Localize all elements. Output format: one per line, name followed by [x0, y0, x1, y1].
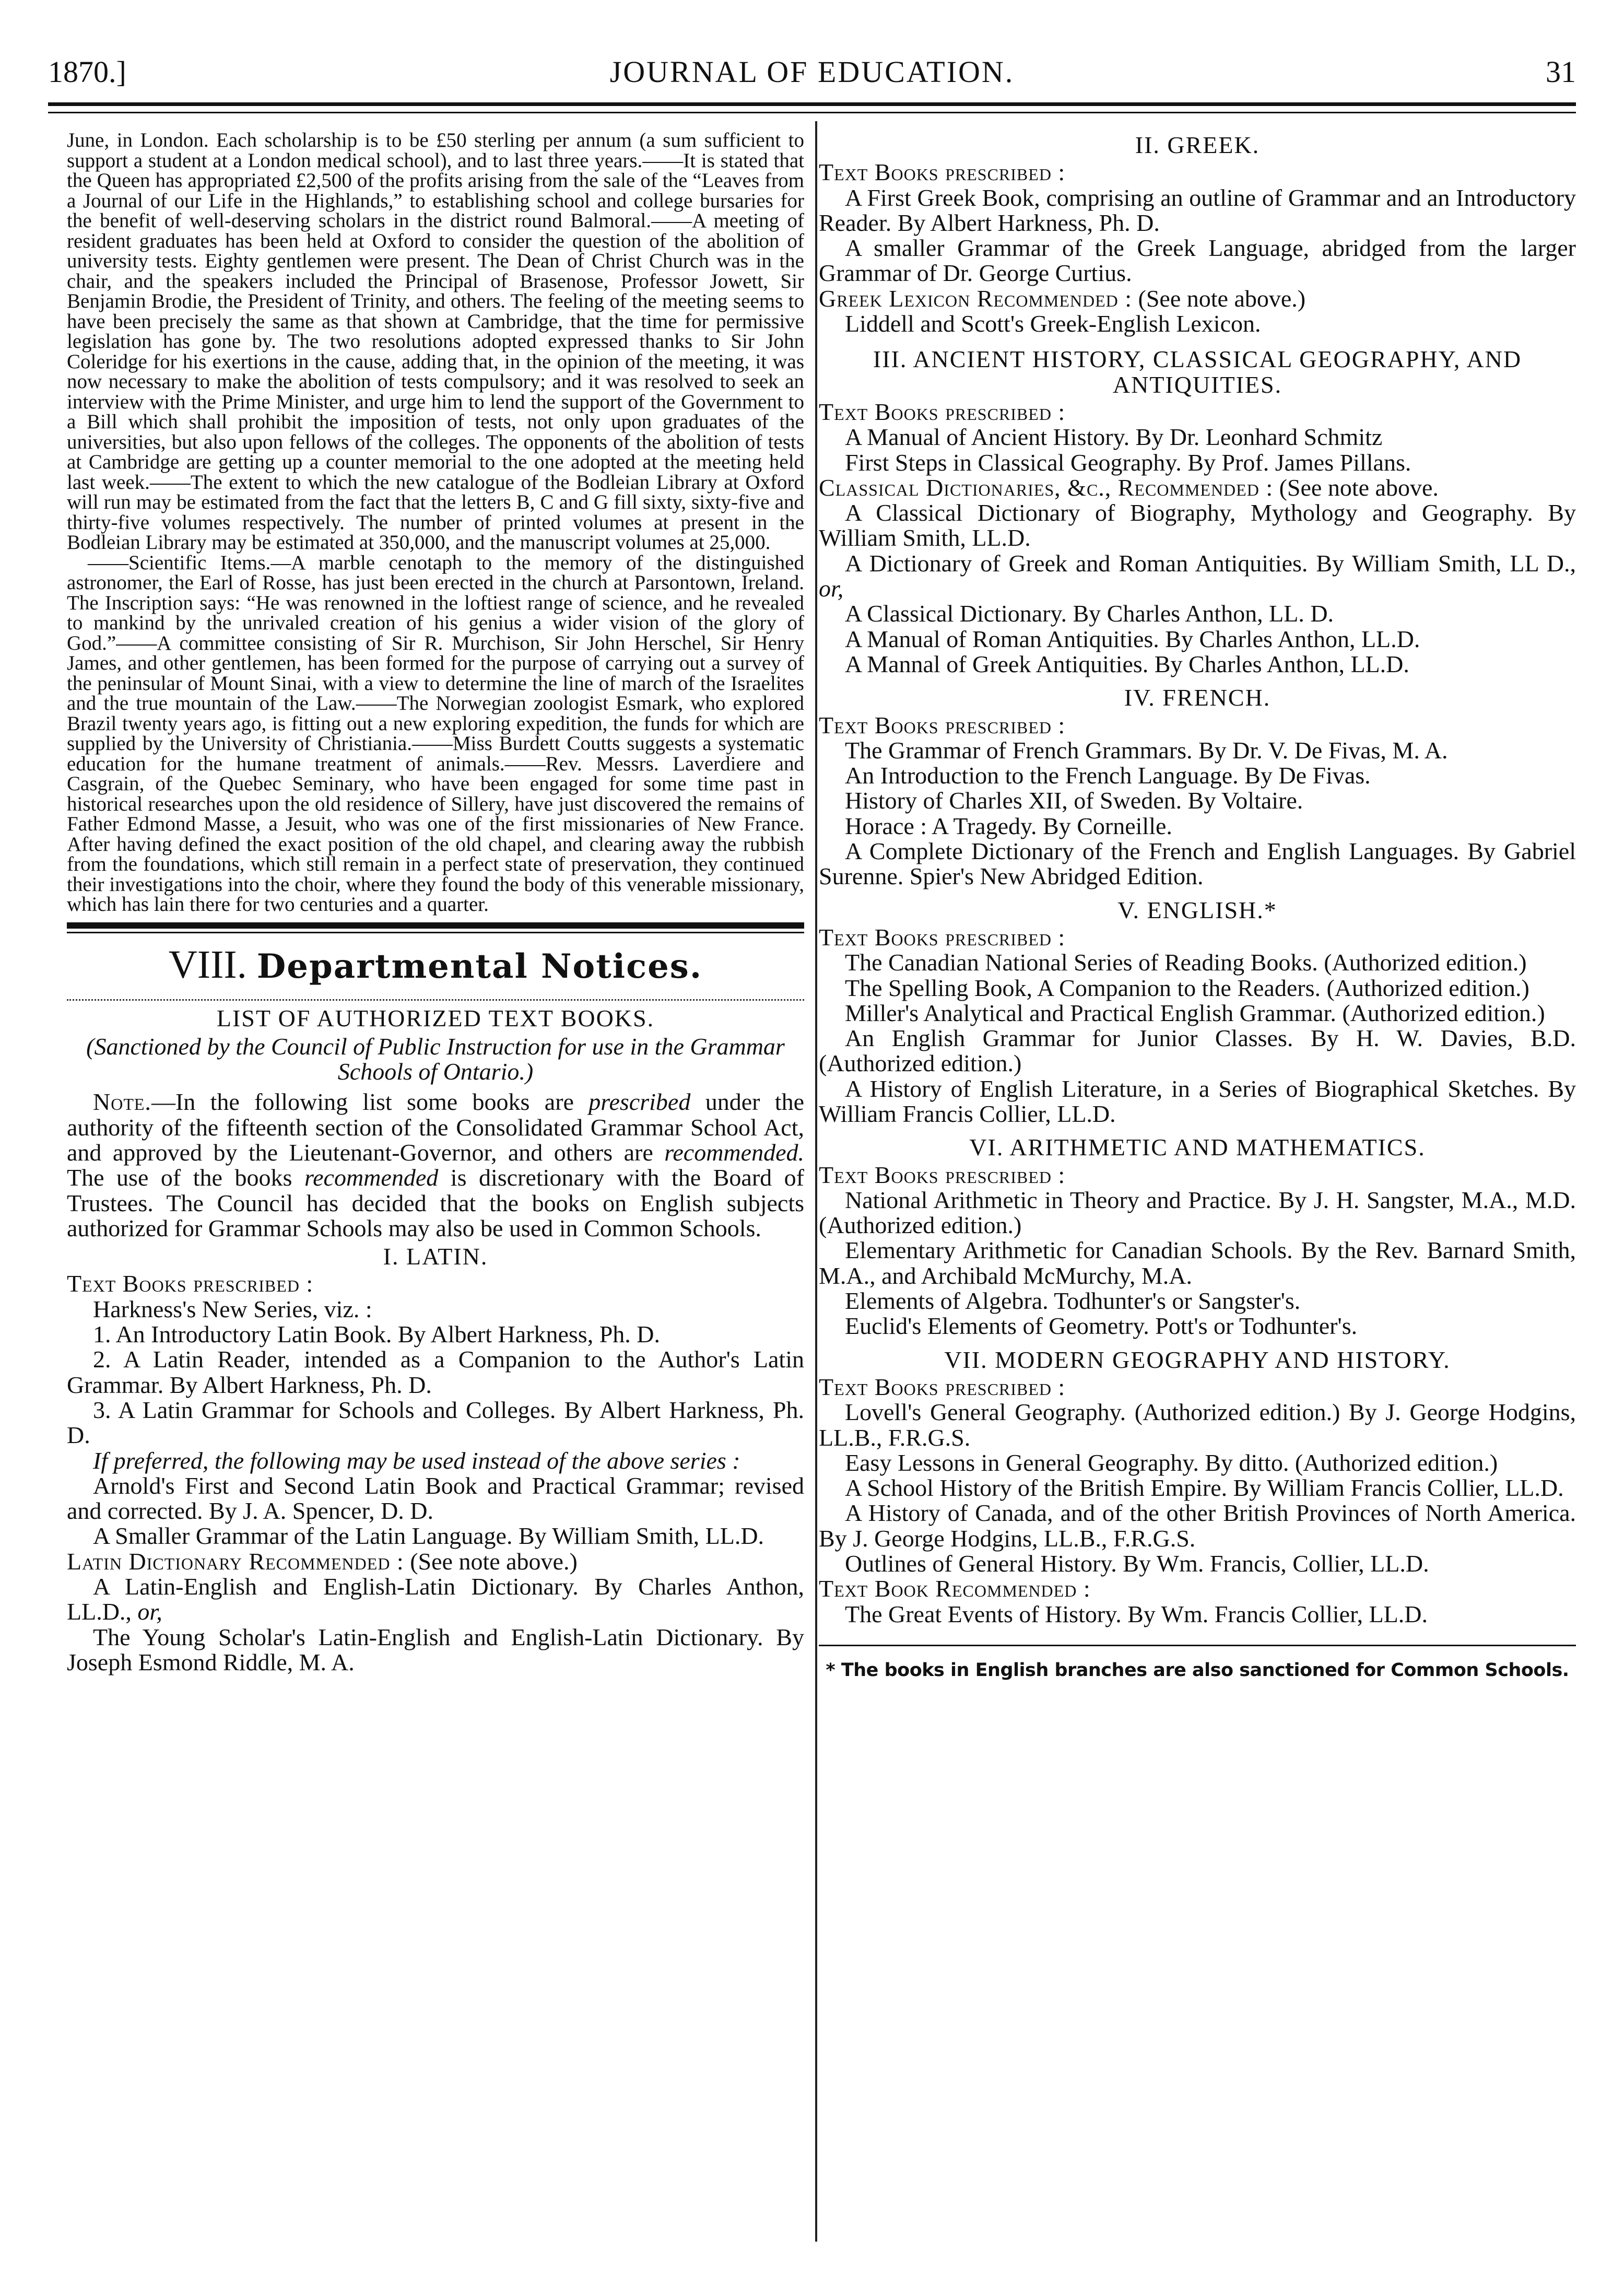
french-label: Text Books prescribed : [819, 711, 1066, 739]
geo-item: Easy Lessons in General Geography. By ditto. (Authorized edition.) [845, 1449, 1498, 1476]
geo-rec-item: The Great Events of History. By Wm. Francis Collier, LL.D. [845, 1600, 1428, 1627]
latin-dict-item: The Young Scholar's Latin-English and English-Latin Dictionary. By Joseph Esmond Riddle, M. A. [67, 1623, 804, 1675]
history-dict-item [819, 551, 1576, 602]
footnote: * The books in English branches are also sanctioned for Common Schools. [826, 1659, 1569, 1681]
history-dict-note: (See note above. [1279, 474, 1439, 501]
dict-or: or, [137, 1598, 162, 1625]
history-item: A Manual of Ancient History. By Dr. Leonhard Schmitz [845, 424, 1383, 451]
note-recommended: recommended. [664, 1139, 804, 1166]
dict-item-text: A Dictionary of Greek and Roman Antiquities. By William Smith, LL D., [845, 549, 1576, 577]
french-item: A Complete Dictionary of the French and English Languages. By Gabriel Surenne. Spier's New Abridged Edition. [819, 838, 1576, 890]
news-block [67, 131, 804, 915]
geo-rec-label: Text Book Recommended : [819, 1575, 1091, 1602]
geo-item: Outlines of General History. By Wm. Francis, Collier, LL.D. [845, 1550, 1429, 1577]
latin-alt-item: Arnold's First and Second Latin Book and Practical Grammar; revised and corrected. By J. A. Spencer, D. D. [67, 1472, 804, 1525]
section-rule [67, 922, 804, 933]
latin-item: Harkness's New Series, viz. : [93, 1295, 372, 1322]
greek-lexicon-item: Liddell and Scott's Greek-English Lexicon. [845, 310, 1261, 337]
history-item: First Steps in Classical Geography. By Prof. James Pillans. [845, 449, 1411, 476]
header-year: 1870.] [48, 55, 126, 89]
history-heading: III. ANCIENT HISTORY, CLASSICAL GEOGRAPHY, AND ANTIQUITIES. [873, 346, 1522, 398]
note-text: —In the following list some books are [151, 1088, 589, 1116]
history-dict-line [819, 475, 1576, 500]
section-heading [67, 939, 804, 993]
english-item: An English Grammar for Junior Classes. By H. W. Davies, B.D. (Authorized edition.) [819, 1025, 1576, 1077]
dict-or: or, [819, 575, 844, 602]
history-dict-item: A Classical Dictionary. By Charles Anthon, LL. D. [845, 600, 1334, 627]
news-paragraph: ——Scientific Items.—A marble cenotaph to the memory of the distinguished astronomer, the Earl of Rosse, has just been erected in the church at Parsontown, Ireland. The Inscription says: “He was renowned in the loftiest range of science, and he revealed to mankind by the unrivaled creation of his genius a wider vision of the glory of God.”——A committee consisting of Sir R. Murchison, Sir John Herschel, Sir Henry James, and other gentlemen, has been formed for the purpose of carrying out a survey of the peninsular of Mount Sinai, with a view to determine the line of march of the Israelites and the true mountain of the Law.——The Norwegian zoologist Esmark, who explored Brazil twenty years ago, is fitting out a new exploring expedition, the funds for which are supplied by the University of Christiania.——Miss Burdett Coutts suggests a systematic education for the humane treatment of animals.——Rev. Messrs. Laverdiere and Casgrain, of the Quebec Seminary, who have been engaged for some time past in historical researches upon the old residence of Sillery, have just discovered the remains of Father Edmond Masse, a Jesuit, who was one of the first missionaries of New France. After having defined the exact position of the old chapel, and clearing away the rubbish from the foundations, which still remain in a perfect state of preservation, they continued their investigations into the choir, where they found the body of this venerable missionary, which has lain there for two centuries and a quarter. [67, 551, 804, 916]
right-column [819, 130, 1576, 1683]
latin-dict-note: (See note above.) [410, 1548, 578, 1575]
wavy-rule [67, 993, 804, 1001]
french-item: The Grammar of French Grammars. By Dr. V. De Fivas, M. A. [845, 736, 1448, 764]
arith-item: Elements of Algebra. Todhunter's or Sangster's. [845, 1287, 1301, 1315]
geo-item: A History of Canada, and of the other British Provinces of North America. By J. George Hodgins, LL.B., F.R.G.S. [819, 1499, 1576, 1552]
arith-item: National Arithmetic in Theory and Practice. By J. H. Sangster, M.A., M.D. (Authorized edition.) [819, 1186, 1576, 1239]
latin-dict-item [67, 1574, 804, 1625]
latin-heading: I. LATIN. [383, 1243, 488, 1270]
note-text: is discretionary with the Board of Trustees. The Council has decided that the books on English subjects authorized for Grammar Schools may also be used in Common Schools. [67, 1164, 804, 1241]
english-item: The Canadian National Series of Reading Books. (Authorized edition.) [845, 949, 1527, 976]
french-item: Horace : A Tragedy. By Corneille. [845, 812, 1172, 839]
note-label: Note. [93, 1088, 151, 1116]
english-item: The Spelling Book, A Companion to the Readers. (Authorized edition.) [845, 974, 1529, 1001]
greek-lexicon-note: (See note above.) [1138, 285, 1306, 312]
greek-lexicon-label: Greek Lexicon Recommended : [819, 285, 1133, 312]
greek-lexicon-line [819, 286, 1576, 311]
geo-item: A School History of the British Empire. By William Francis Collier, LL.D. [845, 1474, 1564, 1502]
news-paragraph: June, in London. Each scholarship is to be £50 sterling per annum (a sum sufficient to support a student at a London medical school), and to last three years.——It is stated that the Queen has appropriated £2,500 of the profits arising from the sale of the “Leaves from a Journal of our Life in the Highlands,” to establishing school and college bursaries for the benefit of well-deserving scholars in the district round Balmoral.——A meeting of resident graduates has been held at Oxford to consider the question of the abolition of university tests. Eighty gentlemen were present. The Dean of Christ Church was in the chair, and the speakers included the Principal of Brasenose, Professor Jowett, Sir Benjamin Brodie, the President of Trinity, and others. The feeling of the meeting seems to have been precisely the same as that shown at Cambridge, that the time for permissive legislation has gone by. The two resolutions adopted expressed thanks to Sir John Coleridge for his exertions in the cause, adding that, in the opinion of the meeting, it was now necessary to make the abolition of tests compulsory; and it was resolved to seek an interview with the Prime Minister, and urge him to lend the support of the Government to a Bill which shall prohibit the imposition of tests, not only upon graduates of the universities, but also upon fellows of the colleges. The opponents of the abolition of tests at Cambridge are getting up a counter memorial to the one adopted at the meeting held last week.——The extent to which the new catalogue of the Bodleian Library at Oxford will run may be estimated from the fact that the letters B, C and G fill sixty, sixty-five and thirty-five volumes respectively. The number of printed volumes at present in the Bodleian Library may be estimated at 350,000, and the manuscript volumes at 25,000. [67, 129, 804, 554]
greek-label: Text Books prescribed : [819, 159, 1066, 186]
page-number: 31 [1546, 55, 1576, 89]
french-heading: IV. FRENCH. [1124, 684, 1271, 711]
sanction-note: (Sanctioned by the Council of Public Instruction for use in the Grammar Schools of Ontario.) [86, 1033, 785, 1085]
footnote-rule [819, 1645, 1576, 1646]
latin-item: 1. An Introductory Latin Book. By Albert Harkness, Ph. D. [93, 1321, 661, 1348]
note-prescribed: prescribed [589, 1088, 691, 1116]
left-column [67, 131, 804, 1675]
running-header [48, 54, 1576, 101]
english-item: Miller's Analytical and Practical English Grammar. (Authorized edition.) [845, 999, 1545, 1026]
dict-item-text: A Latin-English and English-Latin Dictionary. By Charles Anthon, LL.D., [67, 1573, 804, 1625]
history-label: Text Books prescribed : [819, 398, 1066, 425]
note-text: The use of the books [67, 1164, 304, 1191]
latin-item: 3. A Latin Grammar for Schools and Colleges. By Albert Harkness, Ph. D. [67, 1396, 804, 1449]
history-dict-item: A Classical Dictionary of Biography, Mythology and Geography. By William Smith, LL.D. [819, 499, 1576, 552]
french-item: An Introduction to the French Language. By De Fivas. [845, 762, 1371, 789]
english-item: A History of English Literature, in a Series of Biographical Sketches. By William Francis Collier, LL.D. [819, 1075, 1576, 1127]
journal-title: JOURNAL OF EDUCATION. [609, 55, 1015, 89]
geo-heading: VII. MODERN GEOGRAPHY AND HISTORY. [944, 1346, 1451, 1373]
english-label: Text Books prescribed : [819, 923, 1066, 951]
arith-label: Text Books prescribed : [819, 1161, 1066, 1188]
note-recommended: recommended [304, 1164, 439, 1191]
latin-alt-item: A Smaller Grammar of the Latin Language. By William Smith, LL.D. [93, 1522, 764, 1550]
history-dict-label: Classical Dictionaries, &c., Recommended : [819, 474, 1274, 501]
header-rule-thin [48, 112, 1576, 113]
arith-heading: VI. ARITHMETIC AND MATHEMATICS. [969, 1134, 1426, 1161]
history-dict-item: A Mannal of Greek Antiquities. By Charles Anthon, LL.D. [845, 650, 1409, 677]
arith-item: Euclid's Elements of Geometry. Pott's or Todhunter's. [845, 1313, 1358, 1340]
section-number: VIII. [168, 942, 247, 987]
arith-item: Elementary Arithmetic for Canadian Schools. By the Rev. Barnard Smith, M.A., and Archibald McMurchy, M.A. [819, 1237, 1576, 1289]
english-heading: V. ENGLISH.* [1117, 896, 1277, 923]
greek-item: A First Greek Book, comprising an outline of Grammar and an Introductory Reader. By Albert Harkness, Ph. D. [819, 184, 1576, 236]
note-text: under the authority of the fifteenth section of the Consolidated Grammar School Act, and approved by the Lieutenant-Governor, and others are [67, 1088, 804, 1166]
geo-item: Lovell's General Geography. (Authorized edition.) By J. George Hodgins, LL.B., F.R.G.S. [819, 1399, 1576, 1451]
latin-dict-line [67, 1549, 804, 1574]
note-paragraph [67, 1089, 804, 1241]
latin-dict-label: Latin Dictionary Recommended : [67, 1548, 404, 1575]
textbook-list [67, 1006, 804, 1675]
history-dict-item: A Manual of Roman Antiquities. By Charles Anthon, LL.D. [845, 625, 1420, 652]
column-divider [815, 121, 817, 2242]
latin-alt-note: If preferred, the following may be used instead of the above series : [93, 1447, 740, 1474]
section-title: Departmental Notices. [256, 946, 703, 986]
latin-item: 2. A Latin Reader, intended as a Companion to the Author's Latin Grammar. By Albert Harkness, Ph. D. [67, 1346, 804, 1398]
list-title: LIST OF AUTHORIZED TEXT BOOKS. [216, 1004, 655, 1032]
header-rule-thick [48, 102, 1576, 106]
latin-label: Text Books prescribed : [67, 1270, 314, 1297]
french-item: History of Charles XII, of Sweden. By Voltaire. [845, 787, 1303, 814]
greek-heading: II. GREEK. [1135, 132, 1260, 158]
geo-label: Text Books prescribed : [819, 1373, 1066, 1400]
greek-item: A smaller Grammar of the Greek Language, abridged from the larger Grammar of Dr. George Curtius. [819, 235, 1576, 287]
